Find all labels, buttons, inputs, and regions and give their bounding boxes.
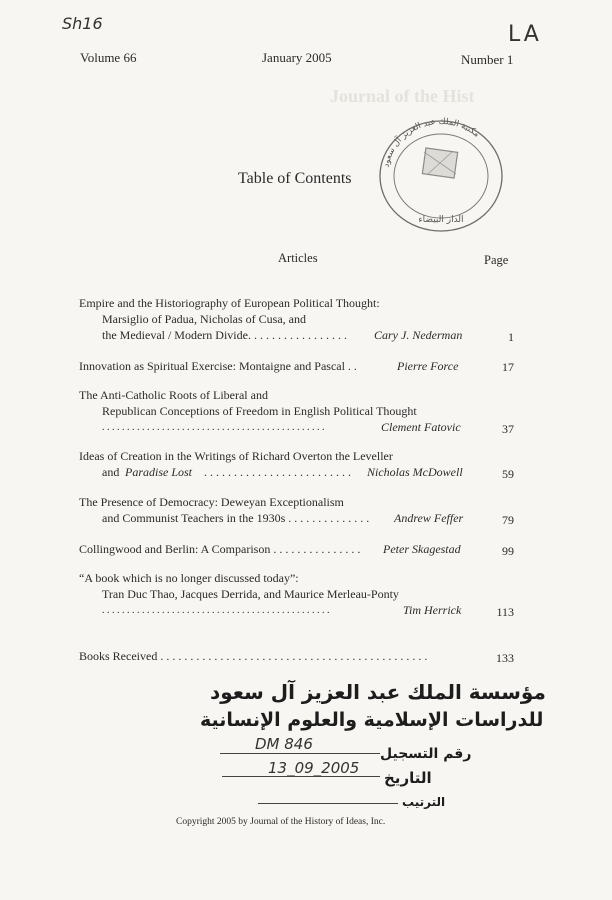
- issue-date: January 2005: [262, 50, 332, 65]
- entry-title-line: and: [102, 465, 120, 479]
- entry-page: 99: [502, 544, 514, 558]
- ghost-text: Journal of the Hist: [330, 86, 475, 106]
- registration-stamp-line2: للدراسات الإسلامية والعلوم الإنسانية: [200, 709, 544, 731]
- entry-title-line: The Presence of Democracy: Deweyan Exceptionalism: [79, 495, 344, 509]
- registration-class-label: الترتيب: [402, 795, 446, 809]
- entry-dot-leader: . . . . . . . . . . . . . . . . . . . . . . . . .: [204, 465, 351, 479]
- entry-author: Nicholas McDowell: [367, 465, 463, 479]
- entry-page: 1: [508, 330, 514, 344]
- entry-page: 59: [502, 467, 514, 481]
- stamp-ring-text: مكتبة الملك عبد العزيز آل سعود: [381, 116, 482, 169]
- issue-number: Number 1: [461, 52, 514, 67]
- entry-title-line: . . . . . . . . . . . . . . . . . . . . . . . . . . . . . . . . . . . . . . . . . . . . . .: [102, 605, 330, 616]
- entry-author: Pierre Force: [397, 359, 459, 373]
- copyright-notice: Copyright 2005 by Journal of the History of Ideas, Inc.: [176, 817, 386, 827]
- entry-title-line: and Communist Teachers in the 1930s . . . . . . . . . . . . . .: [102, 511, 370, 525]
- entry-page: 37: [502, 422, 514, 436]
- entry-title-line: Innovation as Spiritual Exercise: Montaigne and Pascal . .: [79, 359, 357, 373]
- page-heading: Page: [484, 253, 509, 267]
- entry-author: Andrew Feffer: [394, 511, 464, 525]
- entry-italic-title: Paradise Lost: [125, 465, 193, 479]
- handwritten-note-top-left: Sh16: [62, 14, 103, 33]
- volume-label: Volume 66: [80, 50, 137, 65]
- entry-author: Peter Skagestad: [383, 542, 461, 556]
- handwritten-note-top-right: LA: [508, 22, 542, 47]
- entry-title-line: . . . . . . . . . . . . . . . . . . . . . . . . . . . . . . . . . . . . . . . . . . . . .: [102, 422, 325, 433]
- books-received-label: Books Received . . . . . . . . . . . . . . . . . . . . . . . . . . . . . . . . . . . . . . . . . . . . .: [79, 649, 428, 663]
- entry-author: Clement Fatovic: [381, 420, 461, 434]
- entry-author: Cary J. Nederman: [374, 328, 463, 342]
- stamp-city: الدار البيضاء: [418, 215, 464, 225]
- entry-title-line: the Medieval / Modern Divide. . . . . . . . . . . . . . . . .: [102, 328, 347, 342]
- entry-page: 113: [496, 605, 514, 619]
- page-title: Table of Contents: [238, 170, 352, 187]
- articles-heading: Articles: [278, 251, 318, 265]
- registration-stamp-line1: مؤسسة الملك عبد العزيز آل سعود: [210, 680, 546, 704]
- registration-number-label: رقم التسجيل: [380, 746, 472, 762]
- entry-page: 17: [502, 360, 514, 374]
- entry-title-line: Ideas of Creation in the Writings of Richard Overton the Leveller: [79, 449, 393, 463]
- entry-title-line: Marsiglio of Padua, Nicholas of Cusa, and: [102, 312, 306, 326]
- entry-title-line: The Anti-Catholic Roots of Liberal and: [79, 388, 268, 402]
- registration-date-rule: [222, 776, 380, 777]
- registration-date-value: 13_09_2005: [268, 759, 360, 777]
- entry-title-line: Collingwood and Berlin: A Comparison . . . . . . . . . . . . . . .: [79, 542, 361, 556]
- entry-title-line: Tran Duc Thao, Jacques Derrida, and Maurice Merleau-Ponty: [102, 587, 399, 601]
- entry-page: 79: [502, 513, 514, 527]
- entry-author: Tim Herrick: [403, 603, 462, 617]
- registration-number-rule: [220, 753, 380, 754]
- books-received-page: 133: [496, 651, 514, 665]
- library-stamp: [366, 112, 516, 232]
- registration-class-rule: [258, 803, 398, 804]
- registration-date-label: التاريخ: [384, 769, 432, 787]
- entry-title-line: Republican Conceptions of Freedom in English Political Thought: [102, 404, 417, 418]
- entry-title-line: “A book which is no longer discussed today”:: [79, 571, 299, 585]
- entry-title-line: Empire and the Historiography of European Political Thought:: [79, 296, 380, 310]
- registration-number-value: DM 846: [255, 735, 313, 753]
